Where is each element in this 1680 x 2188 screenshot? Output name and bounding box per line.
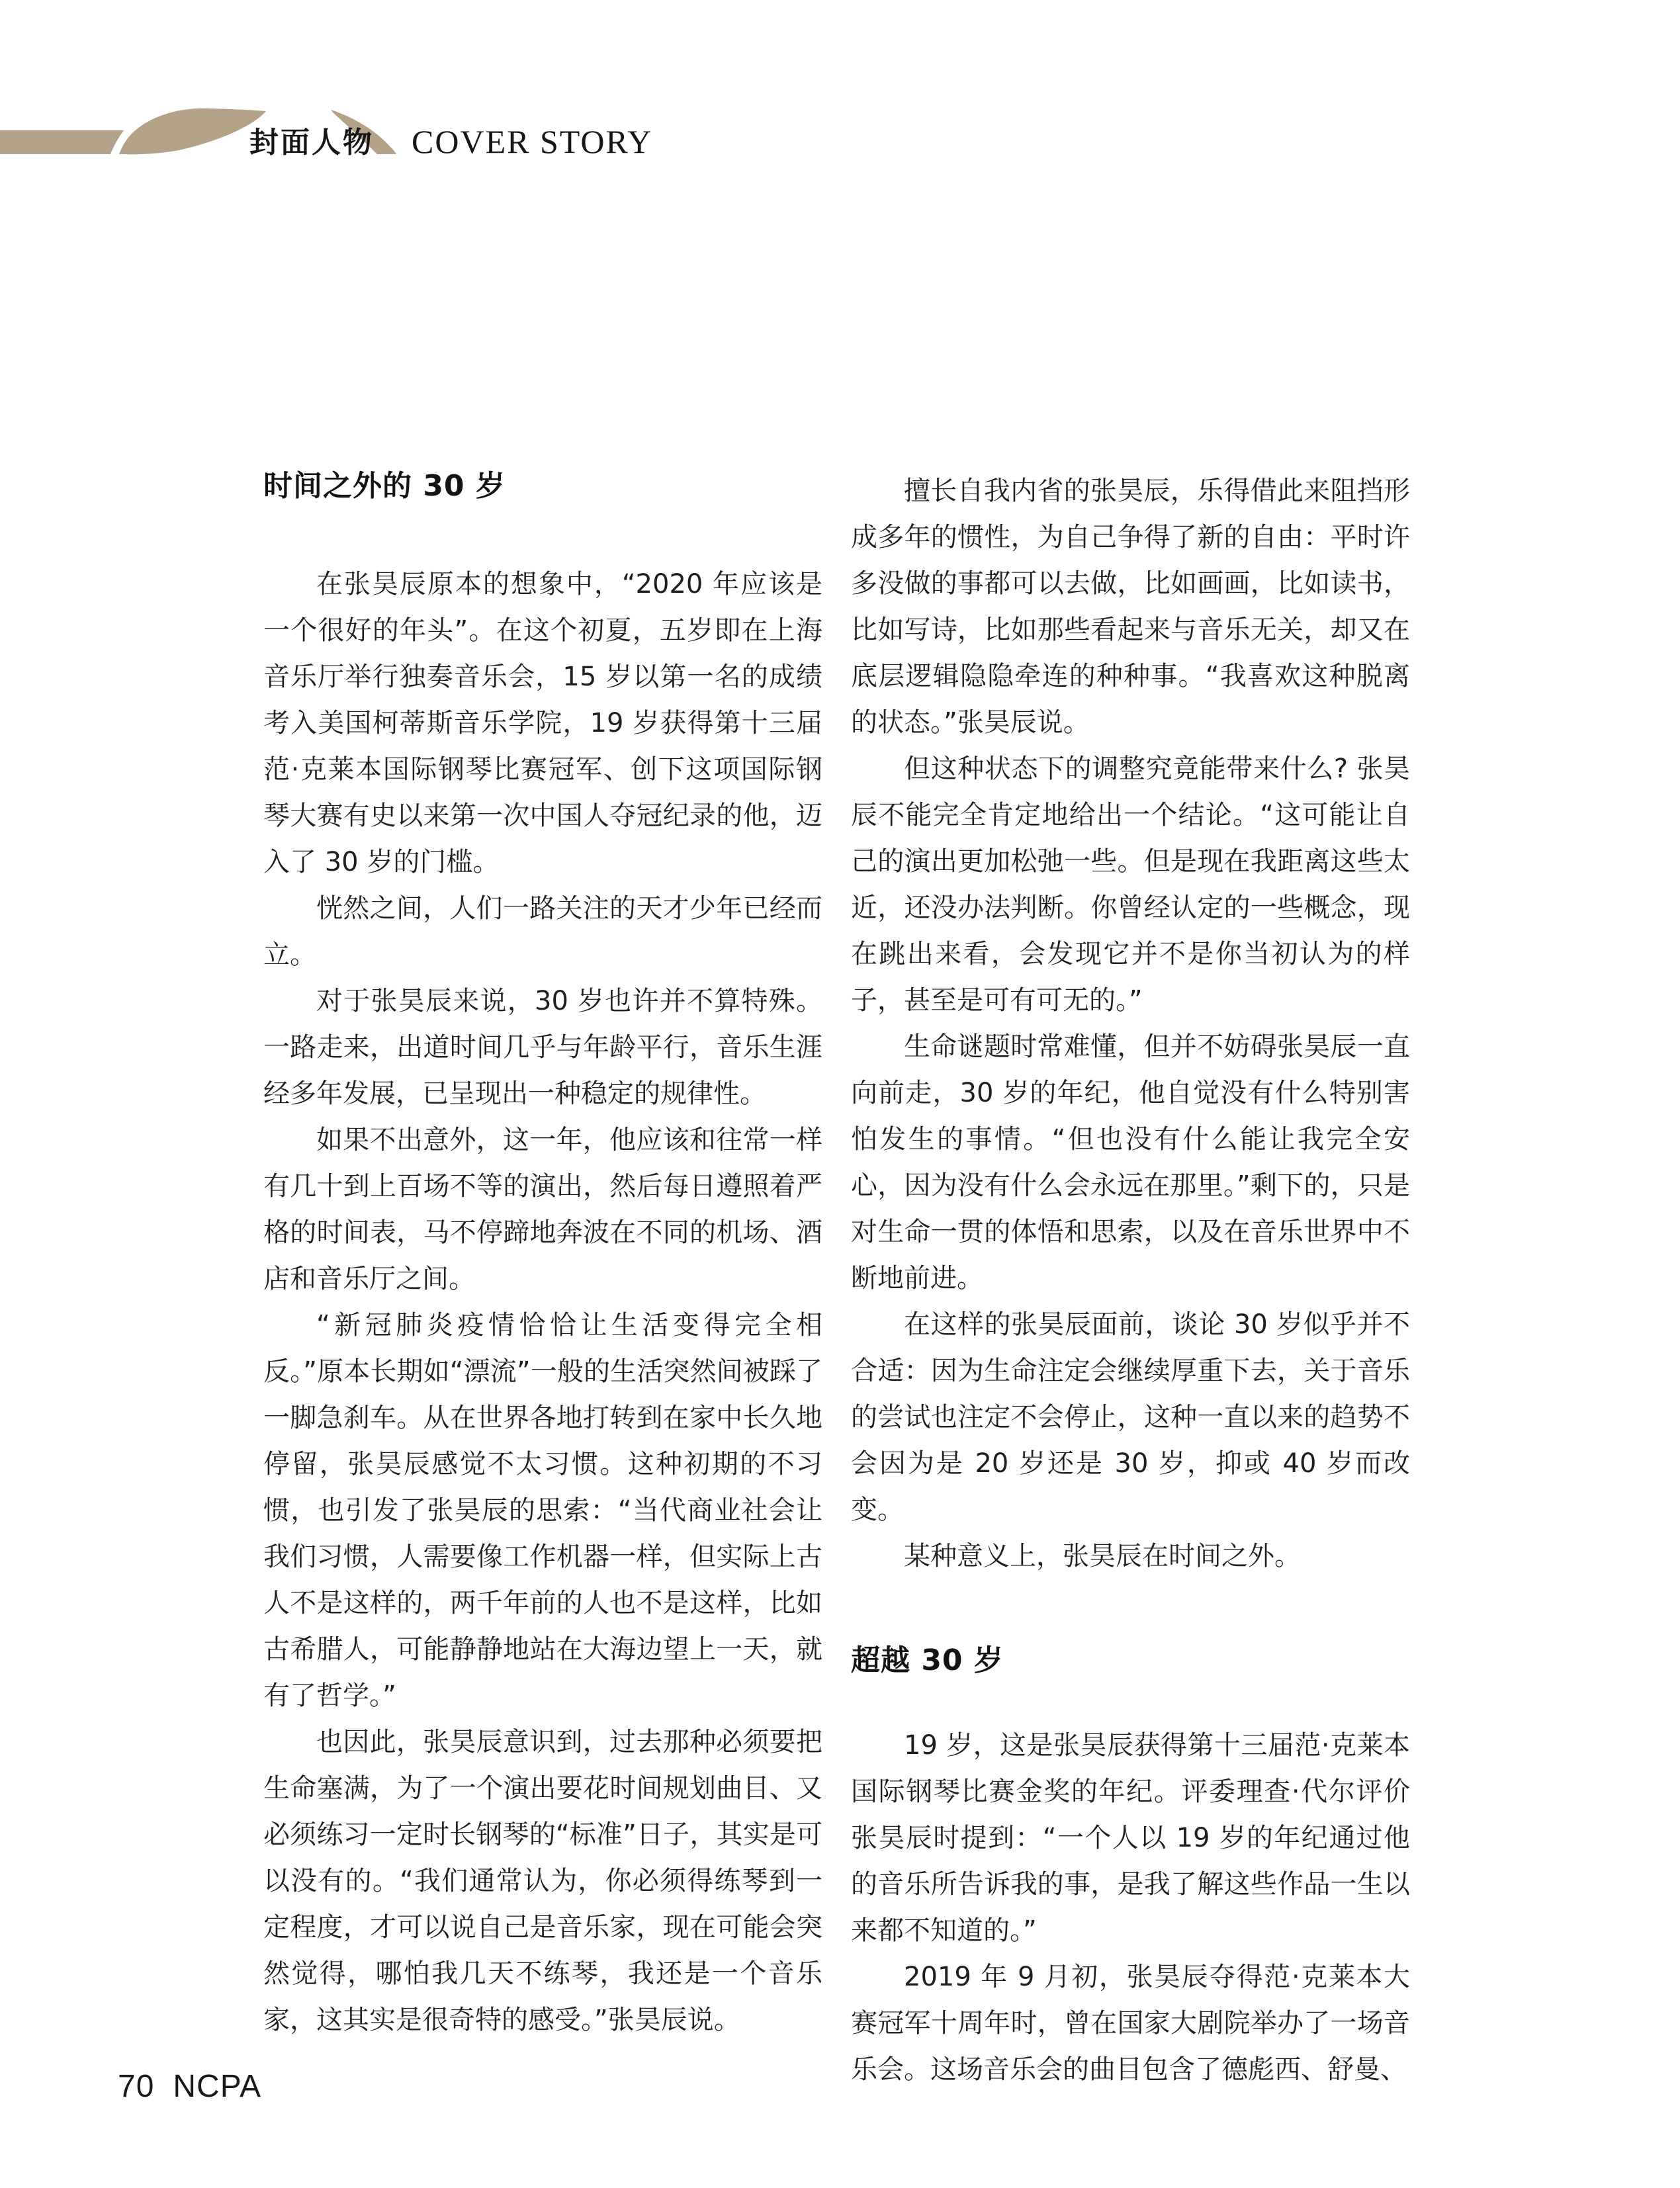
article-paragraph: 某种意义上，张昊辰在时间之外。 [904, 1541, 1301, 1571]
article-paragraph: 但这种状态下的调整究竟能带来什么? 张昊辰不能完全肯定地给出一个结论。“这可能让自己的演出更加松弛一些。但是现在我距离这些太近，还没办法判断。你曾经认定的一些概念，现在跳出来看，会发现它并不是你当初认为的样子，甚至是可有可无的。” [851, 754, 1410, 1016]
section-heading-left: 时间之外的 30 岁 [263, 469, 506, 503]
article-paragraph: 19 岁，这是张昊辰获得第十三届范·克莱本国际钢琴比赛金奖的年纪。评委理查·代尔评价张昊辰时提到：“一个人以 19 岁的年纪通过他的音乐所告诉我的事，是我了解这些作品一生以来都不知道的。” [851, 1730, 1410, 1946]
article-paragraph: 在张昊辰原本的想象中，“2020 年应该是一个很好的年头”。在这个初夏，五岁即在上海音乐厅举行独奏音乐会，15 岁以第一名的成绩考入美国柯蒂斯音乐学院，19 岁获得第十三届范·克莱本国际钢琴比赛冠军、创下这项国际钢琴大赛有史以来第一次中国人夺冠纪录的他，迈入了 30 岁的门槛。 [263, 569, 822, 877]
article-paragraph: “新冠肺炎疫情恰恰让生活变得完全相反。”原本长期如“漂流”一般的生活突然间被踩了一脚急刹车。从在世界各地打转到在家中长久地停留，张昊辰感觉不太习惯。这种初期的不习惯，也引发了张昊辰的思索：“当代商业社会让我们习惯，人需要像工作机器一样，但实际上古人不是这样的，两千年前的人也不是这样，比如古希腊人，可能静静地站在大海边望上一天，就有了哲学。” [263, 1310, 822, 1711]
header-accent-bar [0, 130, 124, 154]
journal-abbreviation: NCPA [173, 2069, 262, 2104]
article-paragraph: 也因此，张昊辰意识到，过去那种必须要把生命塞满，为了一个演出要花时间规划曲目、又必须练习一定时长钢琴的“标准”日子，其实是可以没有的。“我们通常认为，你必须得练琴到一定程度，才可以说自己是音乐家，现在可能会突然觉得，哪怕我几天不练琴，我还是一个音乐家，这其实是很奇特的感受。”张昊辰说。 [263, 1727, 822, 2035]
article-paragraph: 如果不出意外，这一年，他应该和往常一样有几十到上百场不等的演出，然后每日遵照着严格的时间表，马不停蹄地奔波在不同的机场、酒店和音乐厅之间。 [263, 1125, 822, 1294]
section-heading-right: 超越 30 岁 [851, 1643, 1004, 1677]
page-folio [118, 2070, 261, 2104]
section-title-zh: 封面人物 [249, 126, 374, 159]
page-number: 70 [118, 2069, 155, 2104]
article-paragraph: 在这样的张昊辰面前，谈论 30 岁似乎并不合适：因为生命注定会继续厚重下去，关于音乐的尝试也注定不会停止，这种一直以来的趋势不会因为是 20 岁还是 30 岁，抑或 40 岁而改变。 [851, 1309, 1410, 1525]
header-fin-shape [119, 109, 266, 155]
article-paragraph: 2019 年 9 月初，张昊辰夺得范·克莱本大赛冠军十周年时，曾在国家大剧院举办了一场音乐会。这场音乐会的曲目包含了德彪西、舒曼、 [851, 1962, 1410, 2085]
section-title-en: COVER STORY [412, 123, 653, 160]
article-column-left [263, 463, 822, 2043]
masthead [0, 0, 1680, 198]
article-paragraph: 恍然之间，人们一路关注的天才少年已经而立。 [263, 893, 822, 970]
article-paragraph: 生命谜题时常难懂，但并不妨碍张昊辰一直向前走，30 岁的年纪，他自觉没有什么特别害怕发生的事情。“但也没有什么能让我完全安心，因为没有什么会永远在那里。”剩下的，只是对生命一贯的体悟和思索，以及在音乐世界中不断地前进。 [851, 1031, 1410, 1293]
article-column-right [851, 468, 1410, 2093]
article-paragraph: 对于张昊辰来说，30 岁也许并不算特殊。一路走来，出道时间几乎与年龄平行，音乐生涯经多年发展，已呈现出一种稳定的规律性。 [263, 986, 822, 1109]
article-paragraph: 擅长自我内省的张昊辰，乐得借此来阻挡形成多年的惯性，为自己争得了新的自由：平时许多没做的事都可以去做，比如画画，比如读书，比如写诗，比如那些看起来与音乐无关，却又在底层逻辑隐隐牵连的种种事。“我喜欢这种脱离的状态。”张昊辰说。 [851, 476, 1410, 738]
